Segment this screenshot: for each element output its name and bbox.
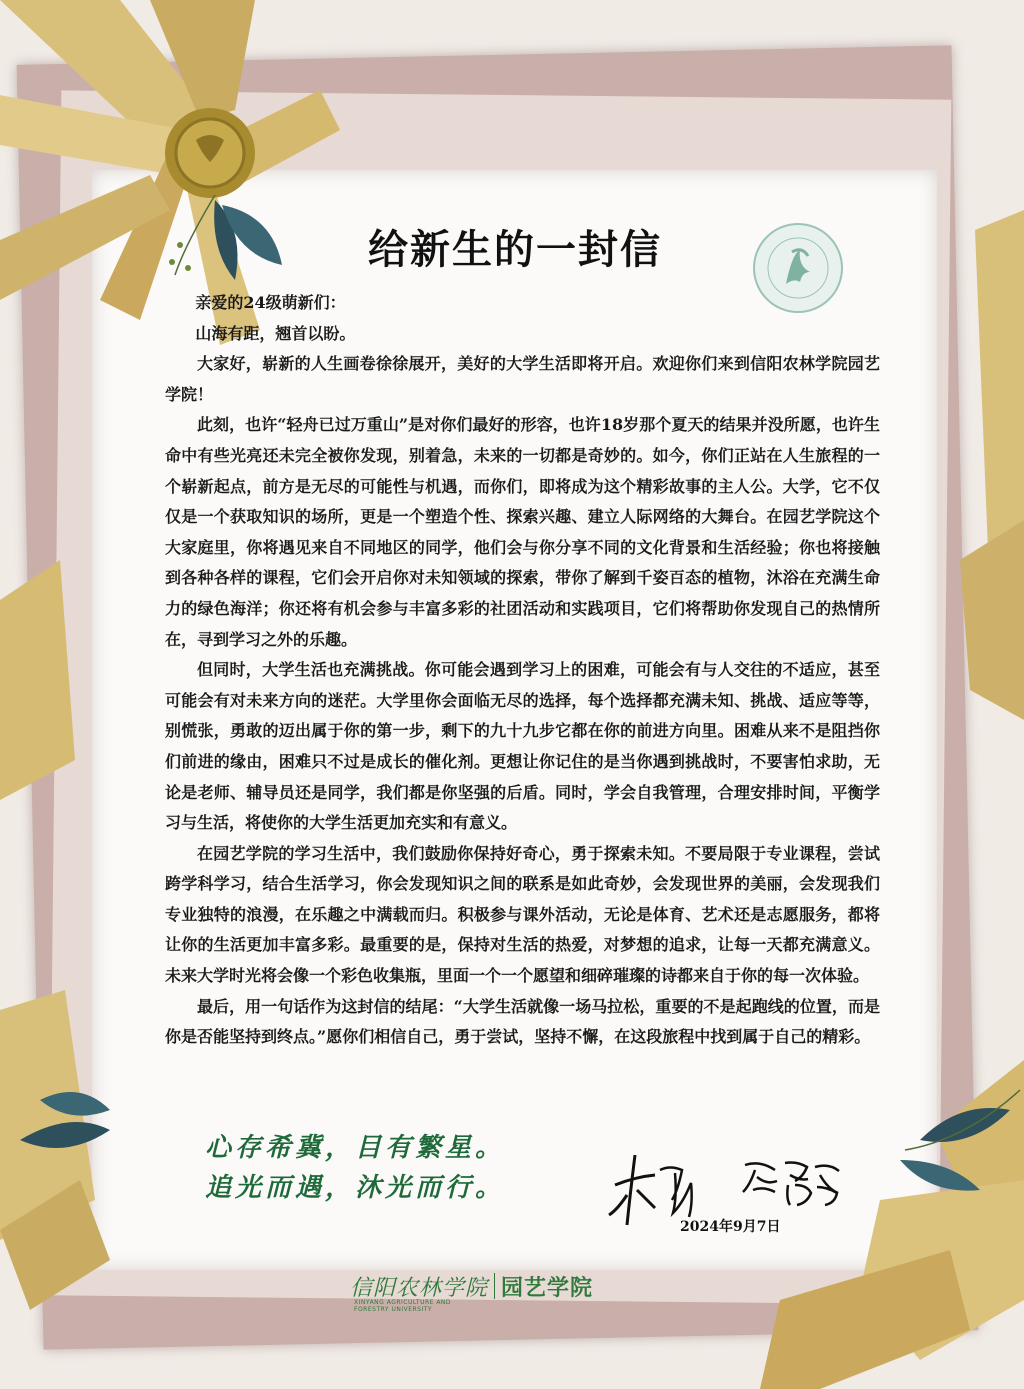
footer-school-english: XINYANG AGRICULTURE AND FORESTRY UNIVERSITY	[354, 1298, 452, 1313]
letter-opening: 山海有距，翘首以盼。	[195, 323, 356, 343]
letter-greeting: 亲爱的24级萌新们：	[195, 293, 346, 312]
footer-school-name: 信阳农林学院	[350, 1275, 489, 1301]
letter-paragraph: 但同时，大学生活也充满挑战。你可能会遇到学习上的困难，可能会有与人交往的不适应，甚至可能会有对未来方向的迷茫。大学里你会面临无尽的选择，每个选择都充满未知、挑战、适应等等，别慌张，勇敢的迈出属于你的第一步，剩下的九十九步它都在你的前进方向里。困难从来不是阻挡你们前进的缘由，困难只不过是成长的催化剂。更想让你记住的是当你遇到挑战时，不要害怕求助，无论是老师、辅导员还是同学，我们都是你坚强的后盾。同时，学会自我管理，合理安排时间，平衡学习与生活，将使你的大学生活更加充实和有意义。	[165, 660, 880, 833]
motto	[205, 1128, 505, 1208]
motto-line-2: 追光而遇，沐光而行。	[205, 1173, 506, 1203]
letter-paragraph: 在园艺学院的学习生活中，我们鼓励你保持好奇心，勇于探索未知。不要局限于专业课程，尝试跨学科学习，结合生活学习，你会发现知识之间的联系是如此奇妙，会发现世界的美丽，会发现我们专业独特的浪漫，在乐趣之中满载而归。积极参与课外活动，无论是体育、艺术还是志愿服务，都将让你的生活更加丰富多彩。最重要的是，保持对生活的热爱，对梦想的追求，让每一天都充满意义。未来大学时光将会像一个彩色收集瓶，里面一个一个愿望和细碎璀璨的诗都来自于你的每一次体验。	[165, 843, 880, 986]
motto-line-1: 心存希冀，目有繁星。	[205, 1133, 506, 1163]
letter-paragraph: 此刻，也许“轻舟已过万重山”是对你们最好的形容，也许18岁那个夏天的结果并没所愿，也许生命中有些光亮还未完全被你发现，别着急，未来的一切都是奇妙的。如今，你们正站在人生旅程的一个崭新起点，前方是无尽的可能性与机遇，而你们，即将成为这个精彩故事的主人公。大学，它不仅仅是一个获取知识的场所，更是一个塑造个性、探索兴趣、建立人际网络的大舞台。在园艺学院这个大家庭里，你将遇见来自不同地区的同学，他们会与你分享不同的文化背景和生活经验；你也将接触到各种各样的课程，它们会开启你对未知领域的探索，带你了解到千姿百态的植物，沐浴在充满生命力的绿色海洋；你还将有机会参与丰富多彩的社团活动和实践项目，它们将帮助你发现自己的热情所在，寻到学习之外的乐趣。	[165, 415, 880, 649]
letter-body	[165, 288, 880, 1053]
letter-paragraph: 最后，用一句话作为这封信的结尾：“大学生活就像一场马拉松，重要的不是起跑线的位置，而是你是否能坚持到终点。”愿你们相信自己，勇于尝试，坚持不懈，在这段旅程中找到属于自己的精彩。	[165, 996, 880, 1047]
letter-date: 2024年9月7日	[680, 1219, 781, 1235]
letter-paragraph: 大家好，崭新的人生画卷徐徐展开，美好的大学生活即将开启。欢迎你们来到信阳农林学院园艺学院！	[165, 354, 880, 404]
ribbon-left-icon	[0, 560, 110, 1310]
footer-logo	[350, 1266, 650, 1313]
wax-seal-icon	[165, 108, 255, 198]
letter-title: 给新生的一封信	[368, 226, 662, 273]
footer-divider	[494, 1273, 495, 1299]
footer-department-name: 园艺学院	[501, 1274, 594, 1301]
